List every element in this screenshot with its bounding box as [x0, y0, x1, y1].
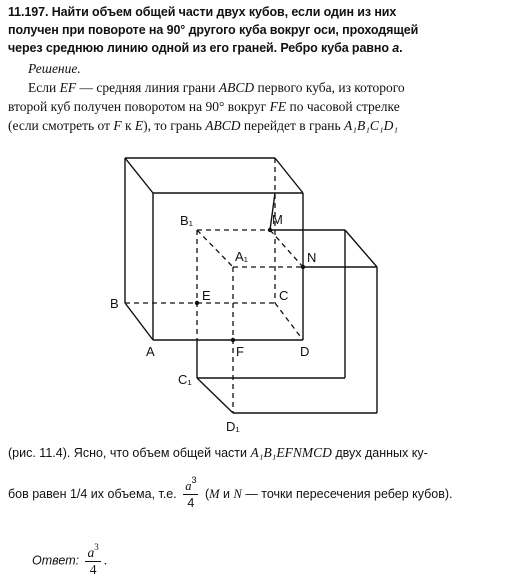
conclusion-line-2: бов равен 1/4 их объема, т.е. $\frac{a^3}{4}$ (M и N — точки пересечения ребер кубов).	[8, 475, 453, 510]
answer-label: Ответ:	[32, 553, 80, 568]
answer-fraction: $\frac{a^3}{4}$	[87, 542, 99, 577]
edge-back-right	[345, 230, 377, 267]
problem-line-3: через среднюю линию одной из его граней. Ребро куба равно a.	[8, 41, 403, 55]
problem-text-3: через среднюю линию одной из его граней. Ребро куба равно	[8, 41, 389, 55]
solution-line-3: (если смотреть от F к E), то грань ABCD перейдет в грань A₁B₁C₁D₁	[8, 118, 399, 133]
problem-number: 11.197.	[8, 5, 49, 19]
first-cube-edges	[125, 158, 303, 340]
problem-text-2: получен при повороте на 90° другого куба вокруг оси, проходящей	[8, 23, 419, 37]
problem-line-1	[8, 4, 523, 21]
volume-fraction: $\frac{a^3}{4}$	[185, 475, 197, 510]
label-D: D	[300, 344, 310, 359]
hidden-C-D	[275, 303, 303, 340]
solution-heading: Решение.	[28, 61, 81, 76]
label-N: N	[307, 250, 317, 265]
label-E: E	[202, 288, 211, 303]
point-E	[195, 301, 199, 305]
edge-variable: a	[392, 41, 400, 55]
edge-top-left	[125, 158, 153, 193]
problem-text-1: Найти объем общей части двух кубов, если один из них	[51, 5, 397, 19]
label-M: M	[272, 212, 283, 227]
conclusion-line-1: (рис. 11.4). Ясно, что объем общей части A₁B₁EFNMCD двух данных ку-	[8, 445, 428, 460]
label-C: C	[279, 288, 289, 303]
edge-AB	[125, 303, 153, 340]
point-F	[231, 338, 235, 342]
label-B: B	[110, 296, 119, 311]
hidden-B1-A1	[197, 230, 233, 267]
point-M	[268, 228, 272, 232]
problem-line-2	[8, 22, 523, 39]
hidden-edges	[125, 158, 303, 413]
solution-line-1: Если EF — средняя линия грани ABCD первого куба, из которого	[28, 80, 405, 95]
edge-D1-C1	[197, 378, 233, 413]
label-C1: C₁	[178, 372, 192, 387]
answer-line: Ответ: $\frac{a^3}{4}$ .	[32, 542, 108, 577]
solution-line-2: второй куб получен поворотом на 90° вокруг FE по часовой стрелке	[8, 99, 400, 114]
label-A1: A₁	[235, 249, 249, 264]
label-B1: B₁	[180, 213, 194, 228]
label-F: F	[236, 344, 244, 359]
point-N	[301, 265, 305, 269]
label-D1: D₁	[226, 419, 240, 434]
label-A: A	[146, 344, 155, 359]
cube-diagram	[0, 140, 529, 440]
edge-top-right	[275, 158, 303, 193]
